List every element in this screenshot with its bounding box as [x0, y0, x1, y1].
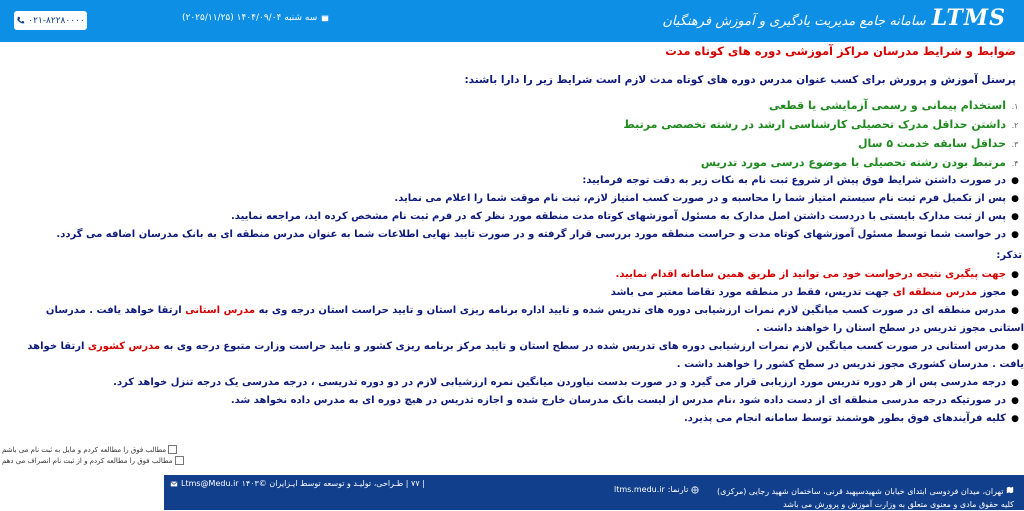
ltms-logo[interactable]: LTMS [931, 5, 1006, 31]
footer [164, 475, 1024, 510]
support-phone[interactable] [14, 11, 87, 30]
calendar-icon [321, 14, 329, 22]
list-item: ●مدرس منطقه ای در صورت کسب میانگین لازم نمرات ارزشیابی دوره های تدریس شده و تایید اداره برنامه ریزی استان و تایید حراست استان درجه وی به مدرس استانی ارتقا خواهد یافت . مدرسان استانی مجوز تدریس در سطح استان را خواهند داشت . [45, 305, 1024, 334]
footer-rights: کلیه حقوق مادی و معنوی متعلق به وزارت آموزش و پرورش می باشد [783, 500, 1014, 509]
conditions-list [623, 94, 1024, 170]
list-item: ●پس از تکمیل فرم ثبت نام سیستم امتیاز شما را محاسبه و در صورت کسب امتیاز لازم، ثبت نام موقت شما را اعلام می نماید. [394, 193, 1019, 204]
footer-contact [170, 479, 425, 488]
email-icon [170, 480, 178, 488]
list-item: ●پس از ثبت مدارک بایستی با دردست داشتن اصل مدارک به مسئول آموزشهای کوتاه مدت منطقه مورد نظر که در فرم ثبت نام مشخص کرده اید، مراجعه نمایید. [231, 211, 1019, 222]
list-item: ●کلیه فرآیندهای فوق بطور هوشمند توسط سامانه انجام می پذیرد. [683, 413, 1019, 424]
map-icon [1006, 486, 1014, 494]
footer-address: تهران، میدان فردوسی ابتدای خیابان شهیدسپهبد قرنی، ساختمان شهید رجایی (مرکزی) [716, 487, 1004, 496]
condition-item: ۲.داشتن حداقل مدرک تحصیلی کارشناسی ارشد در رشته تخصصی مرتبط [623, 118, 1019, 131]
footer-address-block [717, 485, 1014, 511]
date-text: سه شنبه ۱۴۰۴/۰۹/۰۴ (۲۰۲۵/۱۱/۲۵) [182, 13, 318, 23]
condition-item: ۴.مرتبط بودن رشته تحصیلی با موضوع درسی مورد تدریس [700, 156, 1019, 169]
list-item: ●مدرس استانی در صورت کسب میانگین لازم نمرات ارزشیابی دوره های تدریس شده در سطح استان و تایید مرکز برنامه ریزی کشور و تایید حراست وزارت متبوع درجه وی به مدرس کشوری ارتقا خواهد یافت . مدرسان کشوری مجوز تدریس در سطح کشور را خواهند داشت . [27, 341, 1024, 370]
list-item: ●جهت پیگیری نتیجه درخواست خود می توانید از طریق همین سامانه اقدام نمایید. [615, 269, 1019, 280]
agree-register-option[interactable] [2, 445, 177, 454]
decline-register-option[interactable] [2, 456, 184, 465]
brand-tagline: سامانه جامع مدیریت یادگیری و آموزش فرهنگیان [662, 14, 926, 29]
agree-register-checkbox[interactable] [168, 445, 177, 454]
list-item: ●در خواست شما توسط مسئول آموزشهای کوتاه مدت و حراست منطقه مورد بررسی قرار گرفته و در صورت تایید نهایی اطلاعات شما به عنوان مدرس منطقه ای به بانک مدرسان اضافه می گردد. [56, 229, 1019, 240]
agree-register-label: مطالب فوق را مطالعه کردم و مایل به ثبت نام می باشم [2, 445, 167, 454]
brand[interactable] [662, 5, 1006, 31]
list-item: ●درجه مدرسی پس از هر دوره تدریس مورد ارزیابی قرار می گیرد و در صورت بدست نیاوردن میانگین نمره ارزشیابی لازم در دو دوره تدریسی ، درجه مدرسی یک درجه تنزل خواهد کرد. [113, 377, 1019, 388]
main-content [0, 42, 1024, 462]
decline-register-checkbox[interactable] [175, 456, 184, 465]
list-item: ●در صورتیکه درجه مدرسی منطقه ای از دست داده شود ،نام مدرس از لیست بانک مدرسان خارج شده و اجازه تدریس در هیچ دوره ای به مدرس داده نخواهد شد. [230, 395, 1019, 406]
registration-notes [56, 172, 1024, 244]
reminders-list [24, 266, 1024, 428]
decline-register-label: مطالب فوق را مطالعه کردم و از ثبت نام انصراف می دهم [2, 456, 173, 465]
footer-credits: | ۷۷ | طـراحی، تولیـد و توسعه توسط ایـزایران ©۱۴۰۳ [241, 479, 425, 488]
intro-text: پرسنل آموزش و پرورش برای کسب عنوان مدرس دوره های کوتاه مدت لازم است شرایط زیر را دارا باشند: [464, 74, 1016, 86]
date-display [182, 13, 329, 23]
footer-site-label: تارنما: [667, 485, 689, 494]
list-item: ●مجوز مدرس منطقه ای جهت تدریس، فقط در منطقه مورد تقاضا معتبر می باشد [610, 287, 1019, 298]
footer-website[interactable] [614, 485, 699, 494]
condition-item: ۳.حداقل سابقه خدمت ۵ سال [857, 137, 1019, 150]
reminder-heading: تذکر: [996, 250, 1022, 261]
condition-item: ۱.استخدام پیمانی و رسمی آزمایشی یا قطعی [768, 99, 1019, 112]
footer-site-link[interactable]: ltms.medu.ir [614, 485, 665, 494]
list-item: ●در صورت داشتن شرایط فوق پیش از شروع ثبت نام به نکات زیر به دقت توجه فرمایید: [582, 175, 1019, 186]
globe-icon [691, 486, 699, 494]
page-title: ضوابط و شرایط مدرسان مراکز آموزشی دوره های کوتاه مدت [665, 44, 1016, 58]
phone-icon [16, 16, 25, 25]
footer-email[interactable]: Ltms@Medu.ir [181, 479, 239, 488]
phone-number: ۰۲۱-۸۲۲۸۰۰۰۰ [28, 15, 85, 26]
top-header [0, 0, 1024, 42]
